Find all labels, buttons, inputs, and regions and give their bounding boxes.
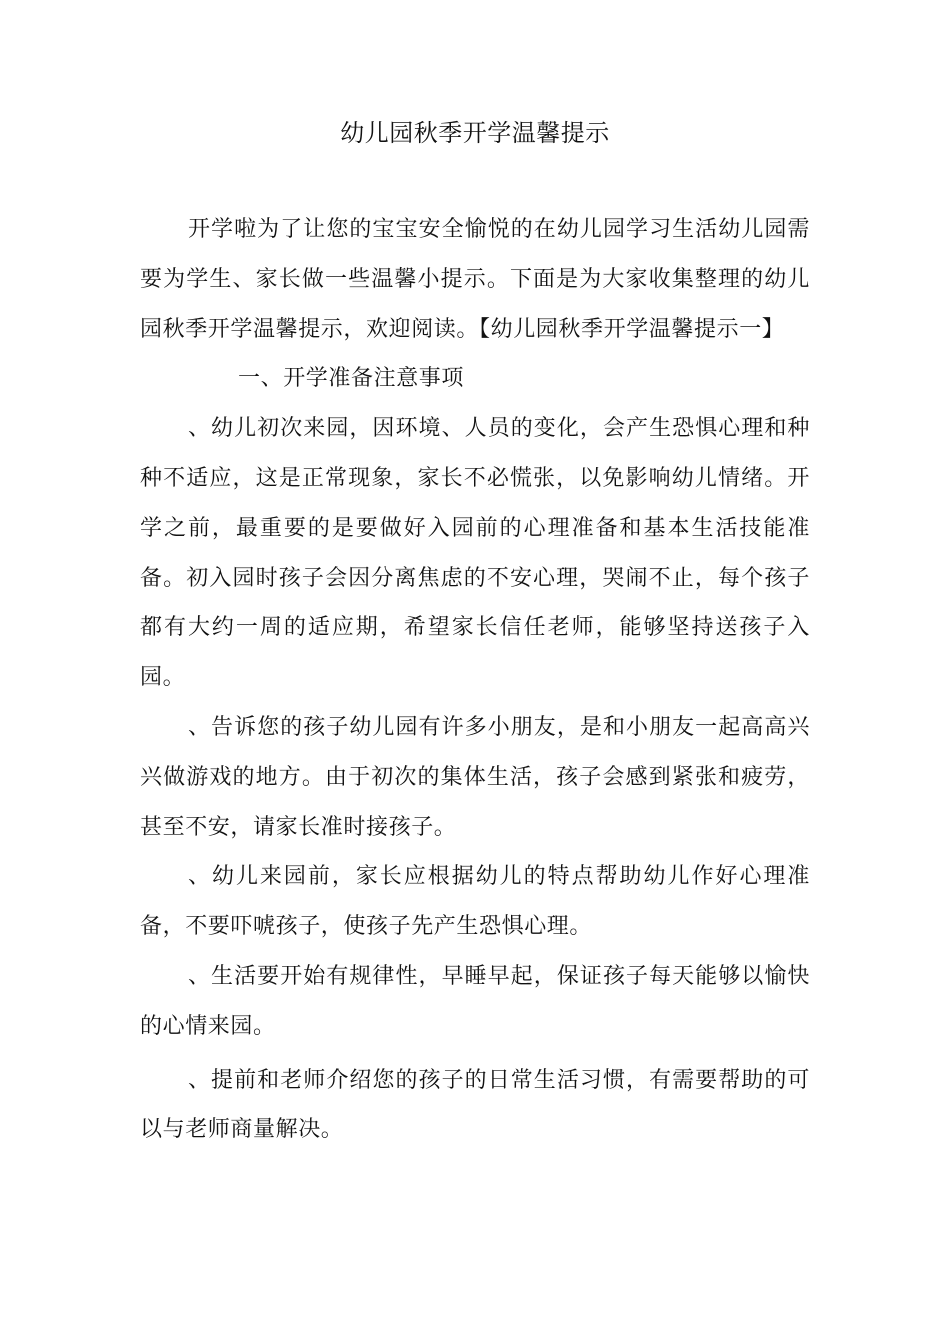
- tip-paragraph-5: 、提前和老师介绍您的孩子的日常生活习惯，有需要帮助的可以与老师商量解决。: [140, 1067, 810, 1143]
- tip-paragraph-4: 、生活要开始有规律性，早睡早起，保证孩子每天能够以愉快的心情来园。: [140, 963, 810, 1039]
- tip-paragraph-3: 、幼儿来园前，家长应根据幼儿的特点帮助幼儿作好心理准备，不要吓唬孩子，使孩子先产生恐惧心理。: [140, 864, 810, 940]
- section-heading: 一、开学准备注意事项: [238, 366, 465, 392]
- tip-paragraph-2: 、告诉您的孩子幼儿园有许多小朋友，是和小朋友一起高高兴兴做游戏的地方。由于初次的集体生活，孩子会感到紧张和疲劳，甚至不安，请家长准时接孩子。: [140, 714, 810, 840]
- tip-paragraph-1: 、幼儿初次来园，因环境、人员的变化，会产生恐惧心理和种种不适应，这是正常现象，家长不必慌张，以免影响幼儿情绪。开学之前，最重要的是要做好入园前的心理准备和基本生活技能准备。初入园时孩子会因分离焦虑的不安心理，哭闹不止，每个孩子都有大约一周的适应期，希望家长信任老师，能够坚持送孩子入园。: [140, 416, 810, 691]
- document-title: 幼儿园秋季开学温馨提示: [340, 119, 610, 147]
- intro-paragraph: 开学啦为了让您的宝宝安全愉悦的在幼儿园学习生活幼儿园需要为学生、家长做一些温馨小提示。下面是为大家收集整理的幼儿园秋季开学温馨提示，欢迎阅读。【幼儿园秋季开学温馨提示一】: [140, 217, 810, 342]
- document-body: [140, 205, 810, 1155]
